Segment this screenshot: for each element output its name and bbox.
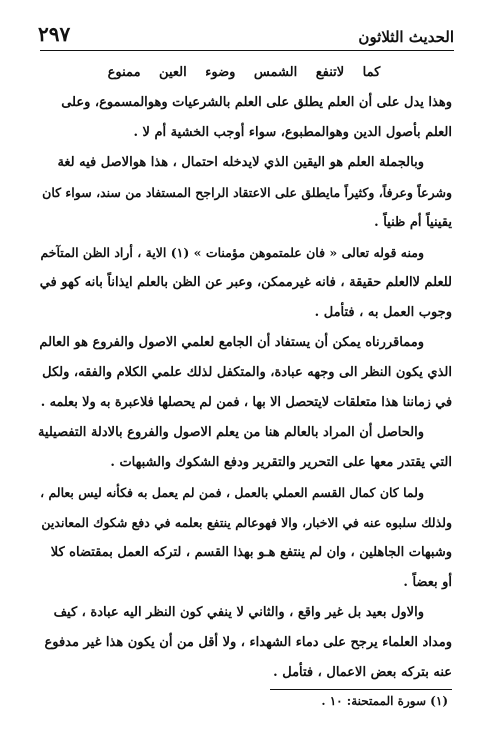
- footnote-rule: [270, 689, 452, 690]
- page-number: ٢٩٧: [38, 22, 71, 46]
- text-line: ومنه قوله تعالى « فان علمتموهن مؤمنات » (١) الاية ، أراد الظن المتآخم: [40, 245, 424, 260]
- text-line: ومداد العلماء يرجح على دماء الشهداء ، ولا أقل من أن يكون هذا غير مدفوع: [44, 635, 452, 650]
- page-header: [38, 14, 454, 46]
- text-line: ومماقررناه يمكن أن يستفاد أن الجامع لعلمي الاصول والفروع هو العالم: [39, 335, 424, 350]
- footnote: (١) سورة الممتحنة: ١٠ .: [321, 694, 448, 708]
- text-line: ولذلك سلبوه عنه في الاخبار، والا فهوعالم ينتفع بعلمه في دفع شكوك المعاندين: [41, 515, 452, 530]
- text-line: أو بعضاً .: [403, 575, 452, 590]
- header-rule: [40, 50, 454, 51]
- text-line: عنه بتركه بعض الاعمال ، فتأمل .: [273, 665, 452, 680]
- text-line: العلم بأصول الدين وهوالمطبوع، سواء أوجب الخشية أم لا .: [133, 125, 452, 140]
- text-line: وجوب العمل به ، فتأمل .: [314, 305, 452, 320]
- running-title: الحديث الثلاثون: [358, 28, 454, 46]
- text-line: في زماننا هذا متعلقات لايتحصل الا بها ، فمن لم يحصلها فلاعبرة به ولا بعلمه .: [40, 395, 452, 410]
- text-line: والحاصل أن المراد بالعالم هنا من يعلم الاصول والفروع بالادلة التفصيلية: [37, 425, 424, 440]
- text-line: يقينياً أم ظنياً .: [374, 215, 452, 230]
- text-line: وهذا يدل على أن العلم يطلق على العلم بالشرعيات وهوالمسموع، وعلى: [61, 95, 452, 110]
- poem-line: كما لاتنفع الشمس وضوء العين ممنوع: [107, 65, 381, 80]
- text-line: والاول بعيد بل غير واقع ، والثاني لا ينفي كون النظر اليه عبادة ، كيف: [53, 605, 424, 620]
- text-line: وبالجملة العلم هو اليقين الذي لايدخله احتمال ، هذا هوالاصل فيه لغة: [57, 155, 424, 170]
- text-line: التي يقتدر معها على التحرير والتقرير ودفع الشكوك والشبهات .: [110, 455, 452, 470]
- main-text: [36, 58, 452, 688]
- text-line: الذي يكون النظر الى وجهه عبادة، والمتكفل لذلك علمي الكلام والفقه، ولكل: [42, 365, 452, 380]
- text-line: للعلم لاالعلم حقيقة ، فانه غيرممكن، وعبر عن الظن بالعلم ايذاناً بانه كهو في: [39, 275, 452, 290]
- text-line: وشبهات الجاهلين ، وان لم ينتفع هـو بهذا القسم ، لتركه العمل بمقتضاه كلا: [50, 545, 452, 560]
- text-line: ولما كان كمال القسم العملي بالعمل ، فمن لم يعمل به فكأنه ليس بعالم ،: [40, 485, 424, 500]
- text-line: وشرعاً وعرفاً، وكثيراً مايطلق على الاعتقاد الراجح المستفاد من سند، سواء كان: [42, 185, 452, 200]
